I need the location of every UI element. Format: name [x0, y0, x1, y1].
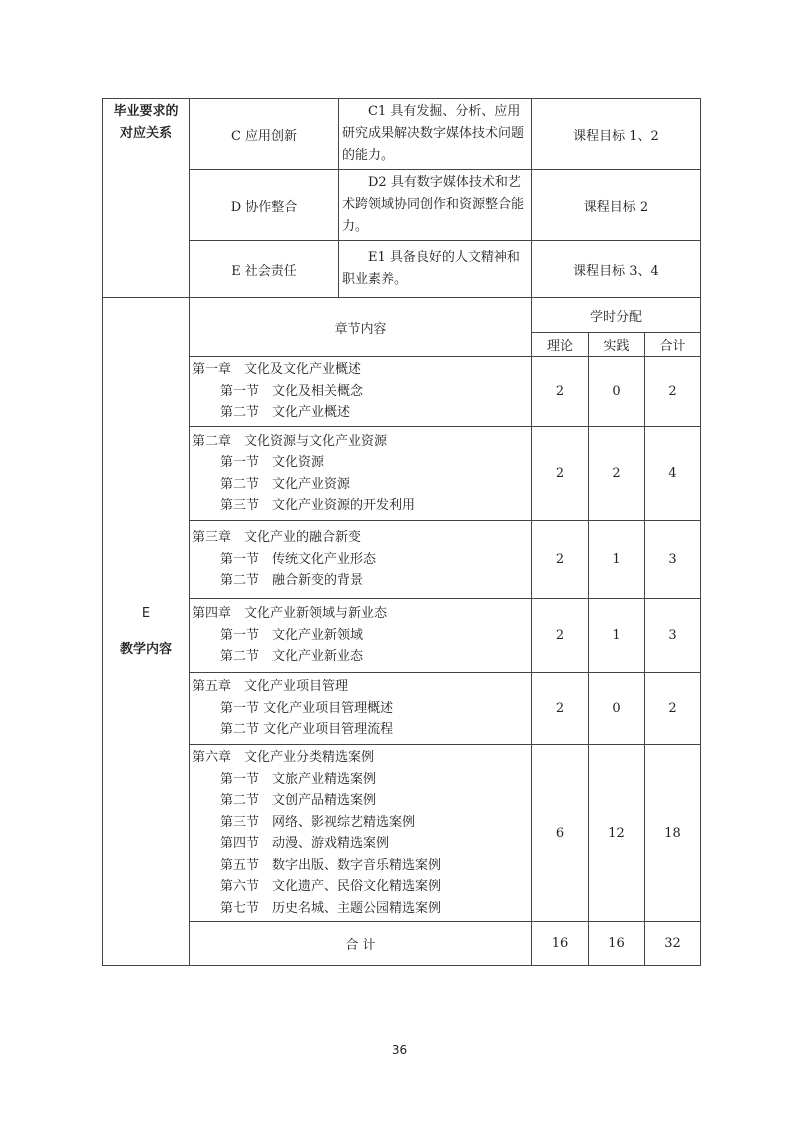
section-item: 第一节 传统文化产业形态 [220, 551, 377, 567]
chapter-cell [190, 599, 532, 673]
total-hours: 3 [645, 521, 701, 599]
practice-hours: 12 [589, 745, 645, 922]
requirement-target: 课程目标 1、2 [532, 99, 701, 170]
practice-hours: 1 [589, 599, 645, 673]
theory-hours: 2 [532, 673, 589, 745]
section-item: 第二节 文化产业概述 [220, 405, 351, 421]
section-item: 第七节 历史名城、主题公园精选案例 [220, 900, 442, 916]
section-item: 第三节 文化产业资源的开发利用 [220, 498, 416, 513]
chapter-title: 第三章 文化产业的融合新变 [192, 530, 362, 546]
total-hours: 18 [645, 745, 701, 922]
chapter-row [103, 357, 701, 427]
chapter-title: 第二章 文化资源与文化产业资源 [192, 433, 388, 449]
theory-hours: 2 [532, 427, 589, 521]
hours-header-row [103, 298, 701, 333]
requirement-category: E 社会责任 [190, 241, 339, 298]
total-hours: 4 [645, 427, 701, 521]
sum-total: 32 [645, 922, 701, 966]
page-number: 36 [391, 1043, 408, 1057]
chapter-title: 第六章 文化产业分类精选案例 [192, 750, 375, 765]
section-item: 第二节 文创产品精选案例 [220, 793, 377, 808]
chapter-title: 第五章 文化产业项目管理 [192, 679, 349, 695]
section-item: 第一节 文化产业项目管理概述 [220, 700, 394, 716]
section-item: 第三节 网络、影视综艺精选案例 [220, 814, 416, 830]
course-table [102, 98, 701, 966]
section-item: 第六节 文化遗产、民俗文化精选案例 [220, 879, 442, 894]
chapter-row [103, 427, 701, 521]
sum-practice: 16 [589, 922, 645, 966]
requirement-description: E1 具备良好的人文精神和职业素养。 [339, 241, 532, 298]
theory-hours: 2 [532, 599, 589, 673]
requirement-target: 课程目标 3、4 [532, 241, 701, 298]
teaching-content-label [103, 298, 190, 966]
requirement-target: 课程目标 2 [532, 170, 701, 241]
sum-theory: 16 [532, 922, 589, 966]
theory-hours: 2 [532, 357, 589, 427]
section-item: 第二节 融合新变的背景 [220, 573, 364, 589]
requirement-row [103, 241, 701, 298]
requirement-category: C 应用创新 [190, 99, 339, 170]
section-item: 第四节 动漫、游戏精选案例 [220, 836, 390, 851]
chapter-cell [190, 521, 532, 599]
requirements-heading-line2: 对应关系 [119, 126, 172, 141]
chapter-title: 第四章 文化产业新领域与新业态 [192, 606, 388, 622]
hours-allocation-header: 学时分配 [532, 298, 701, 333]
sum-label: 合 计 [190, 922, 532, 966]
section-item: 第五节 数字出版、数字音乐精选案例 [220, 857, 442, 873]
requirements-heading [103, 99, 190, 298]
requirement-category: D 协作整合 [190, 170, 339, 241]
chapter-cell [190, 427, 532, 521]
chapter-content-header: 章节内容 [190, 298, 532, 357]
section-item: 第一节 文化及相关概念 [220, 383, 364, 399]
practice-header: 实践 [589, 333, 645, 357]
chapter-cell [190, 673, 532, 745]
section-item: 第二节 文化产业资源 [220, 476, 351, 492]
total-hours: 2 [645, 357, 701, 427]
requirement-description: D2 具有数字媒体技术和艺术跨领域协同创作和资源整合能力。 [339, 170, 532, 241]
section-item: 第一节 文旅产业精选案例 [220, 771, 377, 787]
practice-hours: 1 [589, 521, 645, 599]
chapter-cell [190, 745, 532, 922]
chapter-row [103, 521, 701, 599]
practice-hours: 2 [589, 427, 645, 521]
theory-hours: 6 [532, 745, 589, 922]
requirements-heading-line1: 毕业要求的 [113, 104, 179, 119]
section-item: 第二节 文化产业新业态 [220, 649, 364, 665]
requirement-description: C1 具有发掘、分析、应用研究成果解决数字媒体技术问题的能力。 [339, 99, 532, 170]
chapter-title: 第一章 文化及文化产业概述 [192, 362, 362, 378]
practice-hours: 0 [589, 673, 645, 745]
total-hours: 2 [645, 673, 701, 745]
chapter-cell [190, 357, 532, 427]
requirement-row [103, 170, 701, 241]
teaching-label-letter: E [141, 605, 151, 621]
requirement-row [103, 99, 701, 170]
theory-hours: 2 [532, 521, 589, 599]
total-header: 合计 [645, 333, 701, 357]
practice-hours: 0 [589, 357, 645, 427]
teaching-label-text: 教学内容 [119, 641, 172, 657]
chapter-row [103, 599, 701, 673]
sum-row [103, 922, 701, 966]
chapter-row [103, 673, 701, 745]
theory-header: 理论 [532, 333, 589, 357]
chapter-row [103, 745, 701, 922]
section-item: 第一节 文化产业新领域 [220, 627, 364, 643]
section-item: 第二节 文化产业项目管理流程 [220, 722, 394, 738]
section-item: 第一节 文化资源 [220, 455, 325, 470]
total-hours: 3 [645, 599, 701, 673]
